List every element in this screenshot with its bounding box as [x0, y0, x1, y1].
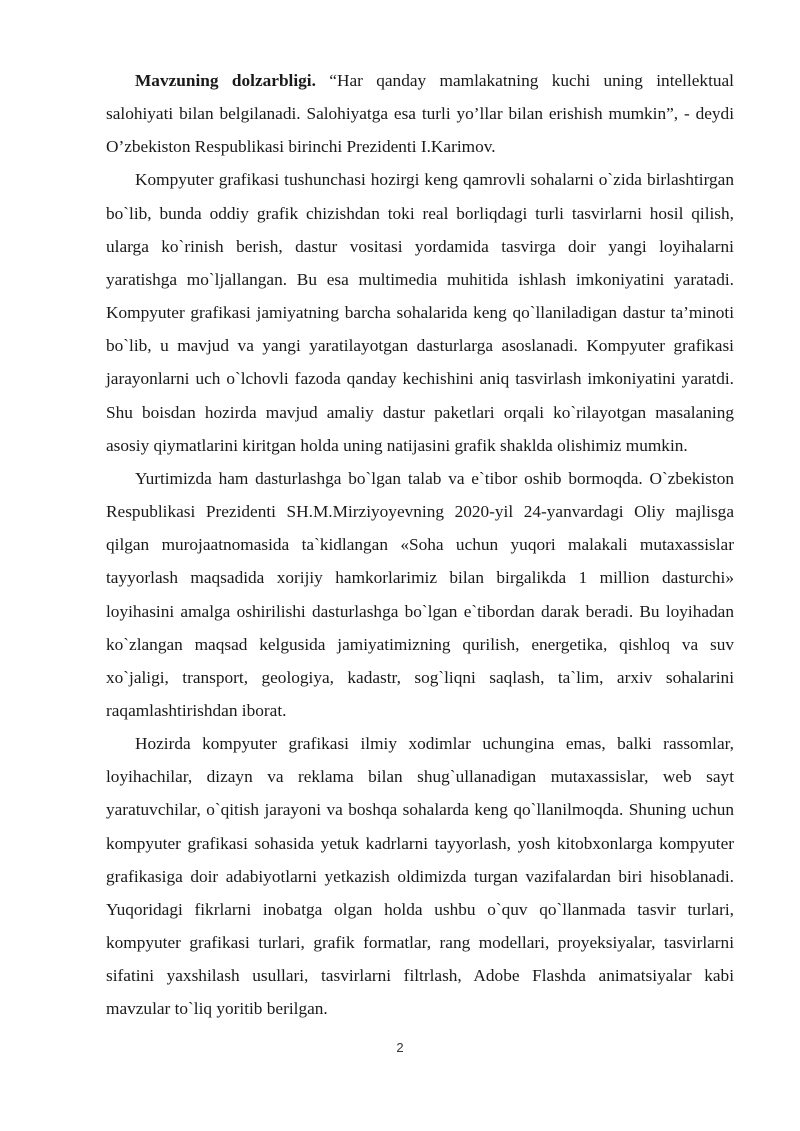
paragraph-applications [106, 727, 734, 1025]
document-body [106, 64, 734, 1026]
paragraph-text: “Har qanday mamlakatning kuchi uning intellektual salohiyati bilan belgilanadi. Salohiyatga esa turli yo’llar bilan erishish mumkin”, - deydi O’zbekiston Respublikasi birinchi Prezidenti I.Karimov. [106, 71, 734, 157]
paragraph-computer-graphics [106, 163, 734, 461]
paragraph-relevance [106, 64, 734, 163]
paragraph-text: Hozirda kompyuter grafikasi ilmiy xodimlar uchungina emas, balki rassomlar, loyihachilar, dizayn va reklama bilan shug`ullanadigan mutaxassislar, web sayt yaratuvchilar, o`qitish jarayoni va boshqa sohalarda keng qo`llanilmoqda. Shuning uchun kompyuter grafikasi sohasida yetuk kadrlarni tayyorlash, yosh kitobxonlarga kompyuter grafikasiga doir adabiyotlarni yetkazish oldimizda turgan vazifalardan biri hisoblanadi. Yuqoridagi fikrlarni inobatga olgan holda ushbu o`quv qo`llanmada tasvir turlari, kompyuter grafikasi turlari, grafik formatlar, rang modellari, proyeksiyalar, tasvirlarni sifatini yaxshilash usullari, tasvirlarni filtrlash, Adobe Flashda animatsiyalar kabi mavzular to`liq yoritib berilgan. [106, 734, 734, 1019]
paragraph-lead: Mavzuning dolzarbligi. [135, 71, 316, 90]
page-number: 2 [396, 1040, 404, 1055]
paragraph-text: Kompyuter grafikasi tushunchasi hozirgi keng qamrovli sohalarni o`zida birlashtirgan bo`lib, bunda oddiy grafik chizishdan toki real borliqdagi turli tasvirlarni hosil qilish, ularga ko`rinish berish, dastur vositasi yordamida tasvirga doir yangi loyihalarni yaratishga mo`ljallangan. Bu esa multimedia muhitida ishlash imkoniyatini yaratadi. Kompyuter grafikasi jamiyatning barcha sohalarida keng qo`llaniladigan dastur ta’minoti bo`lib, u mavjud va yangi yaratilayotgan dasturlarga asoslanadi. Kompyuter grafikasi jarayonlarni uch o`lchovli fazoda qanday kechishini aniq tasvirlash imkoniyatini yaratdi. Shu boisdan hozirda mavjud amaliy dastur paketlari orqali ko`rilayotgan masalaning asosiy qiymatlarini kiritgan holda uning natijasini grafik shaklda olishimiz mumkin. [106, 170, 734, 455]
paragraph-programming-demand [106, 462, 734, 727]
paragraph-text: Yurtimizda ham dasturlashga bo`lgan talab va e`tibor oshib bormoqda. O`zbekiston Respublikasi Prezidenti SH.M.Mirziyoyevning 2020-yil 24-yanvardagi Oliy majlisga qilgan murojaatnomasida ta`kidlangan «Soha uchun yuqori malakali mutaxassislar tayyorlash maqsadida xorijiy hamkorlarimiz bilan birgalikda 1 million dasturchi» loyihasini amalga oshirilishi dasturlashga bo`lgan e`tibordan darak beradi. Bu loyihadan ko`zlangan maqsad kelgusida jamiyatimizning qurilish, energetika, qishloq va suv xo`jaligi, transport, geologiya, kadastr, sog`liqni saqlash, ta`lim, arxiv sohalarini raqamlashtirishdan iborat. [106, 468, 734, 720]
